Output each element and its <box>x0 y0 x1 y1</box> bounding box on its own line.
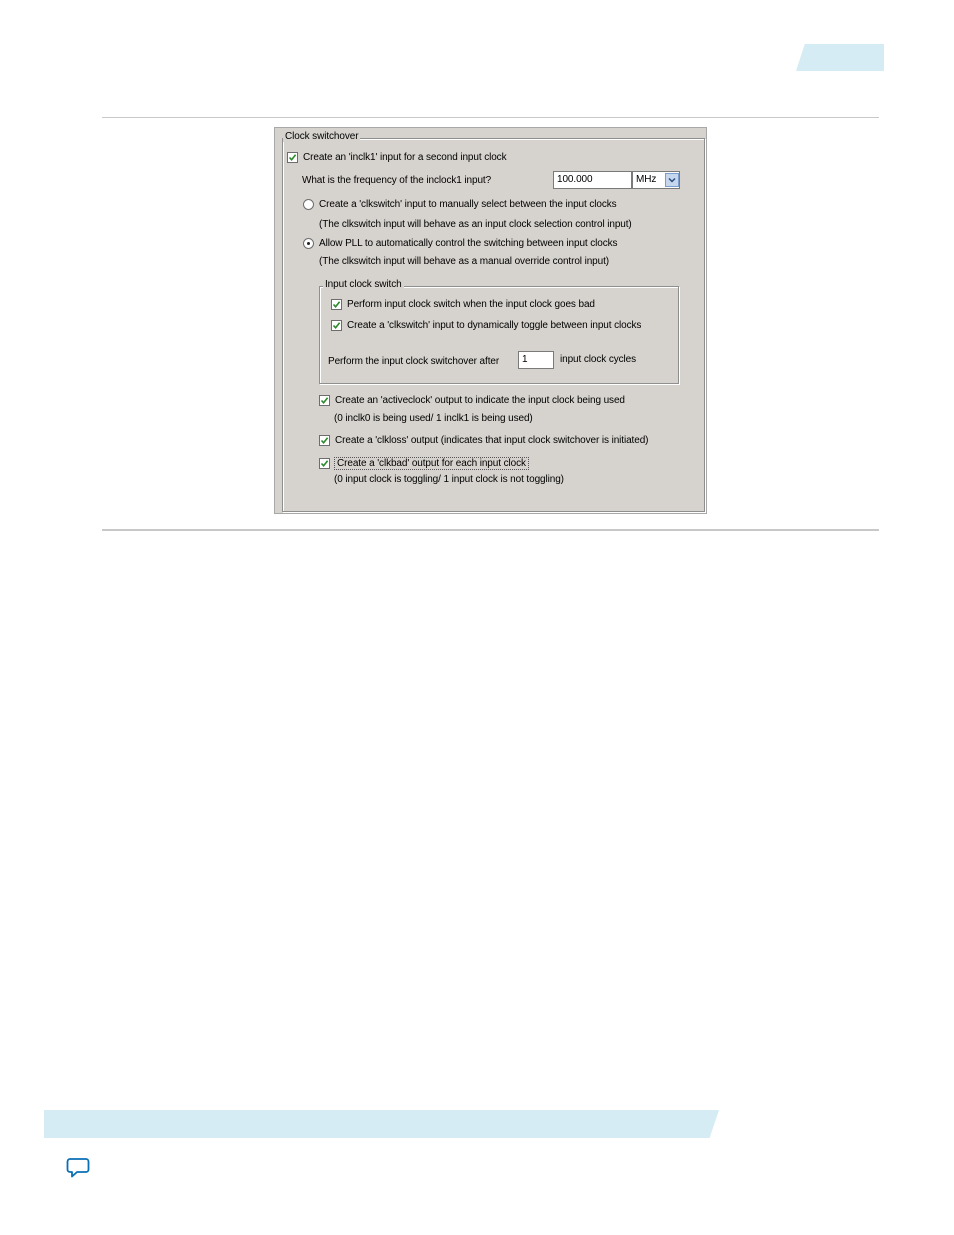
clkbad-note: (0 input clock is toggling/ 1 input clock is not toggling) <box>334 474 564 485</box>
frequency-unit-value: MHz <box>636 174 657 185</box>
perform-switch-checkbox[interactable] <box>331 299 342 310</box>
manual-switch-note: (The clkswitch input will behave as an input clock selection control input) <box>319 219 632 230</box>
speech-bubble-icon <box>66 1157 90 1179</box>
perform-switch-checkbox-label: Perform input clock switch when the input clock goes bad <box>347 299 595 310</box>
checkmark-icon <box>320 459 329 468</box>
clkswitch-toggle-checkbox-label: Create a 'clkswitch' input to dynamically toggle between input clocks <box>347 320 642 331</box>
cycles-input[interactable]: 1 <box>518 351 554 369</box>
clkbad-checkbox[interactable] <box>319 458 330 469</box>
checkmark-icon <box>332 300 341 309</box>
frequency-input[interactable]: 100.000 <box>553 171 632 189</box>
clkbad-checkbox-row[interactable] <box>319 458 528 469</box>
clkswitch-toggle-checkbox-row[interactable] <box>331 320 641 331</box>
checkmark-icon <box>332 321 341 330</box>
auto-switch-radio-row[interactable] <box>303 238 617 249</box>
inclk1-checkbox-label: Create an 'inclk1' input for a second input clock <box>303 152 507 163</box>
clkswitch-toggle-checkbox[interactable] <box>331 320 342 331</box>
auto-switch-note: (The clkswitch input will behave as a manual override control input) <box>319 256 610 267</box>
radio-selected-dot <box>307 242 310 245</box>
clkloss-checkbox-row[interactable] <box>319 435 648 446</box>
chevron-down-icon <box>668 176 676 184</box>
bottom-divider <box>102 529 879 531</box>
checkmark-icon <box>320 396 329 405</box>
auto-switch-radio-label: Allow PLL to automatically control the switching between input clocks <box>319 238 618 249</box>
manual-switch-radio-label: Create a 'clkswitch' input to manually select between the input clocks <box>319 199 617 210</box>
cycles-label-after: input clock cycles <box>560 354 637 365</box>
checkmark-icon <box>288 153 297 162</box>
inclk1-checkbox[interactable] <box>287 152 298 163</box>
clock-switchover-dialog <box>274 127 707 514</box>
frequency-unit-dropdown-button[interactable] <box>665 173 679 187</box>
input-clock-switch-title: Input clock switch <box>325 279 402 290</box>
activeclock-checkbox[interactable] <box>319 395 330 406</box>
clock-switchover-title: Clock switchover <box>285 131 359 142</box>
feedback-button[interactable] <box>66 1157 90 1179</box>
checkmark-icon <box>320 436 329 445</box>
top-divider <box>102 117 879 118</box>
footer-band <box>44 1110 719 1138</box>
frequency-label: What is the frequency of the inclock1 input? <box>302 175 492 186</box>
auto-switch-radio[interactable] <box>303 238 314 249</box>
clkloss-checkbox-label: Create a 'clkloss' output (indicates that input clock switchover is initiated) <box>335 435 649 446</box>
clkbad-checkbox-label: Create a 'clkbad' output for each input clock <box>337 458 526 469</box>
manual-switch-radio[interactable] <box>303 199 314 210</box>
manual-switch-radio-row[interactable] <box>303 199 617 210</box>
cycles-label-before: Perform the input clock switchover after <box>328 356 500 367</box>
activeclock-checkbox-row[interactable] <box>319 395 625 406</box>
header-tab-band <box>796 44 884 71</box>
inclk1-checkbox-row[interactable] <box>287 152 506 163</box>
clkloss-checkbox[interactable] <box>319 435 330 446</box>
activeclock-checkbox-label: Create an 'activeclock' output to indicate the input clock being used <box>335 395 625 406</box>
perform-switch-checkbox-row[interactable] <box>331 299 595 310</box>
activeclock-note: (0 inclk0 is being used/ 1 inclk1 is being used) <box>334 413 533 424</box>
